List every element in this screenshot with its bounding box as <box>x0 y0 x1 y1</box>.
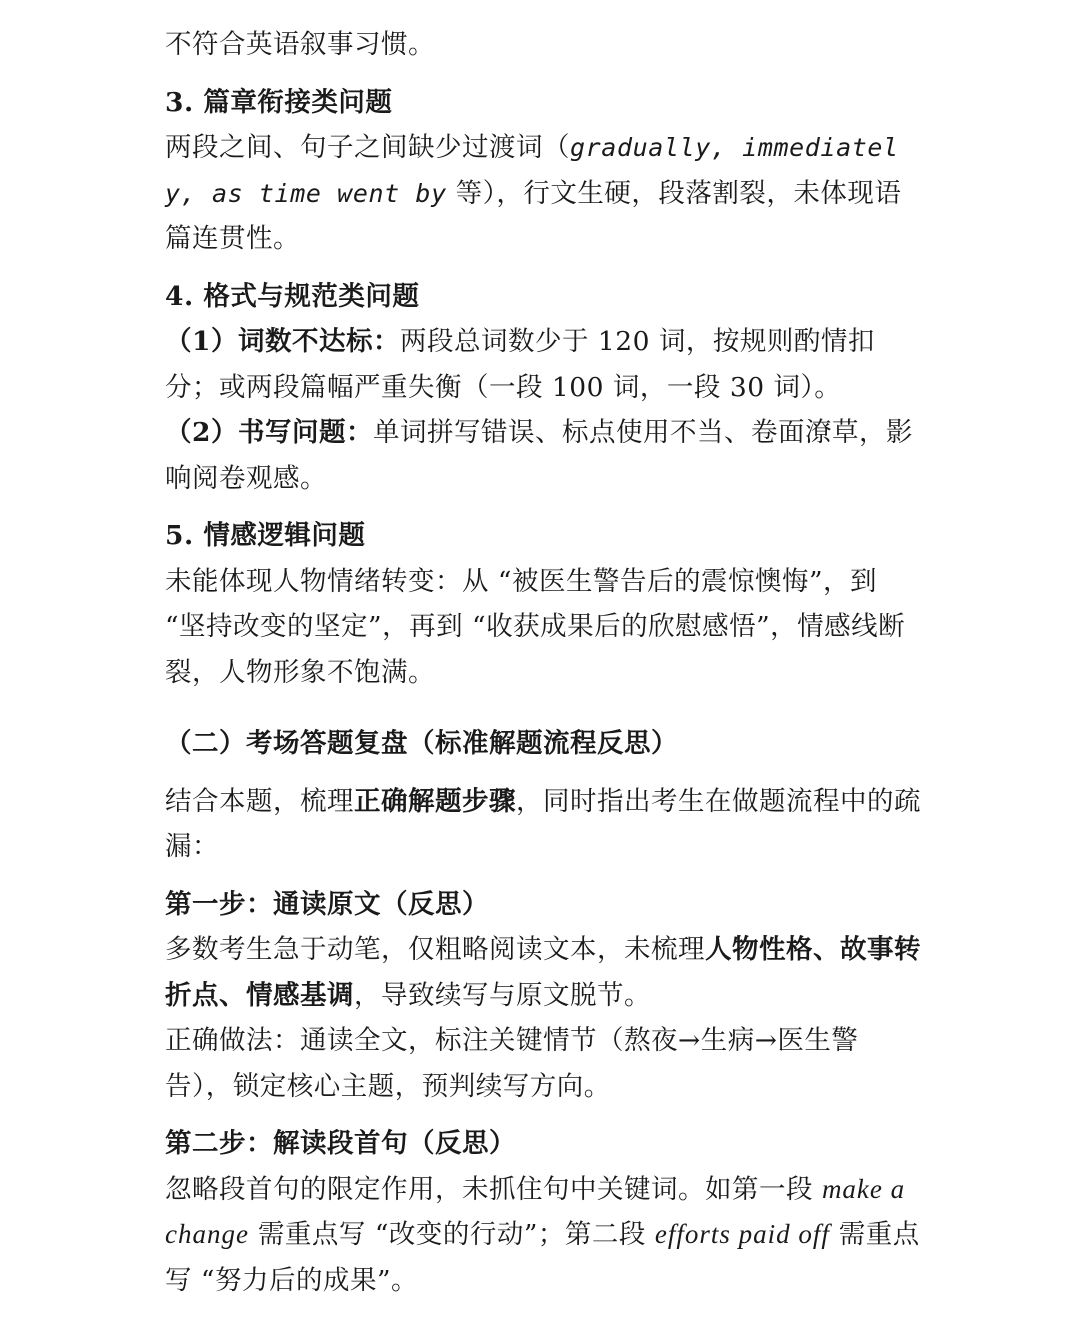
step-1-correct-method: 正确做法：通读全文，标注关键情节（熬夜→生病→医生警告），锁定核心主题，预判续写方向。 <box>165 1025 859 1102</box>
section-4-item-1 <box>165 319 925 410</box>
transition-words-example: gradually, immediately, as time went by <box>165 133 899 208</box>
step-1-text-b: ，导致续写与原文脱节。 <box>354 979 651 1011</box>
section-4-item-2 <box>165 410 925 501</box>
section-4-title: 4. 格式与规范类问题 <box>165 280 420 312</box>
section-4-item-1-label: （1）词数不达标： <box>165 326 400 357</box>
section-3-title: 3. 篇章衔接类问题 <box>165 86 393 118</box>
part-2-title: （二）考场答题复盘（标准解题流程反思） <box>165 728 678 759</box>
step-2-reflection <box>165 1167 925 1304</box>
section-5-title: 5. 情感逻辑问题 <box>165 520 366 551</box>
document-page <box>165 22 925 1303</box>
part-2-intro-b: ，同时指出考生在做题流程中的疏漏： <box>165 785 921 862</box>
step-1-reflection <box>165 927 925 1018</box>
section-3-text-a: 两段之间、句子之间缺少过渡词（ <box>165 132 570 163</box>
step-2-text-c: 需重点写 “努力后的成果”。 <box>165 1219 920 1296</box>
step-2-english-1: make a change <box>165 1173 906 1249</box>
step-2-title: 第二步：解读段首句（反思） <box>165 1128 516 1159</box>
paragraph-continuation: 不符合英语叙事习惯。 <box>165 29 435 60</box>
section-3-body <box>165 125 925 262</box>
part-2-intro-a: 结合本题，梳理 <box>165 785 354 817</box>
section-3-text-b: 等），行文生硬，段落割裂，未体现语篇连贯性。 <box>165 177 902 254</box>
section-5-body: 未能体现人物情绪转变：从 “被医生警告后的震惊懊悔”，到 “坚持改变的坚定”，再到 “收获成果后的欣慰感悟”，情感线断裂，人物形象不饱满。 <box>165 565 906 688</box>
part-2-intro <box>165 779 925 870</box>
step-2-english-2: efforts paid off <box>654 1219 830 1249</box>
part-2-intro-bold: 正确解题步骤 <box>354 785 516 817</box>
step-1-text-a: 多数考生急于动笔，仅粗略阅读文本，未梳理 <box>165 934 705 965</box>
step-2-text-a: 忽略段首句的限定作用，未抓住句中关键词。如第一段 <box>165 1173 822 1205</box>
step-1-bold: 人物性格、故事转折点、情感基调 <box>165 934 921 1011</box>
step-1-title: 第一步：通读原文（反思） <box>165 888 489 920</box>
section-4-item-2-text: 单词拼写错误、标点使用不当、卷面潦草，影响阅卷观感。 <box>165 417 913 494</box>
section-4-item-1-text: 两段总词数少于 120 词，按规则酌情扣分；或两段篇幅严重失衡（一段 100 词，一段 30 词）。 <box>165 326 875 403</box>
step-2-text-b: 需重点写 “改变的行动”；第二段 <box>248 1219 655 1250</box>
section-4-item-2-label: （2）书写问题： <box>165 417 373 448</box>
